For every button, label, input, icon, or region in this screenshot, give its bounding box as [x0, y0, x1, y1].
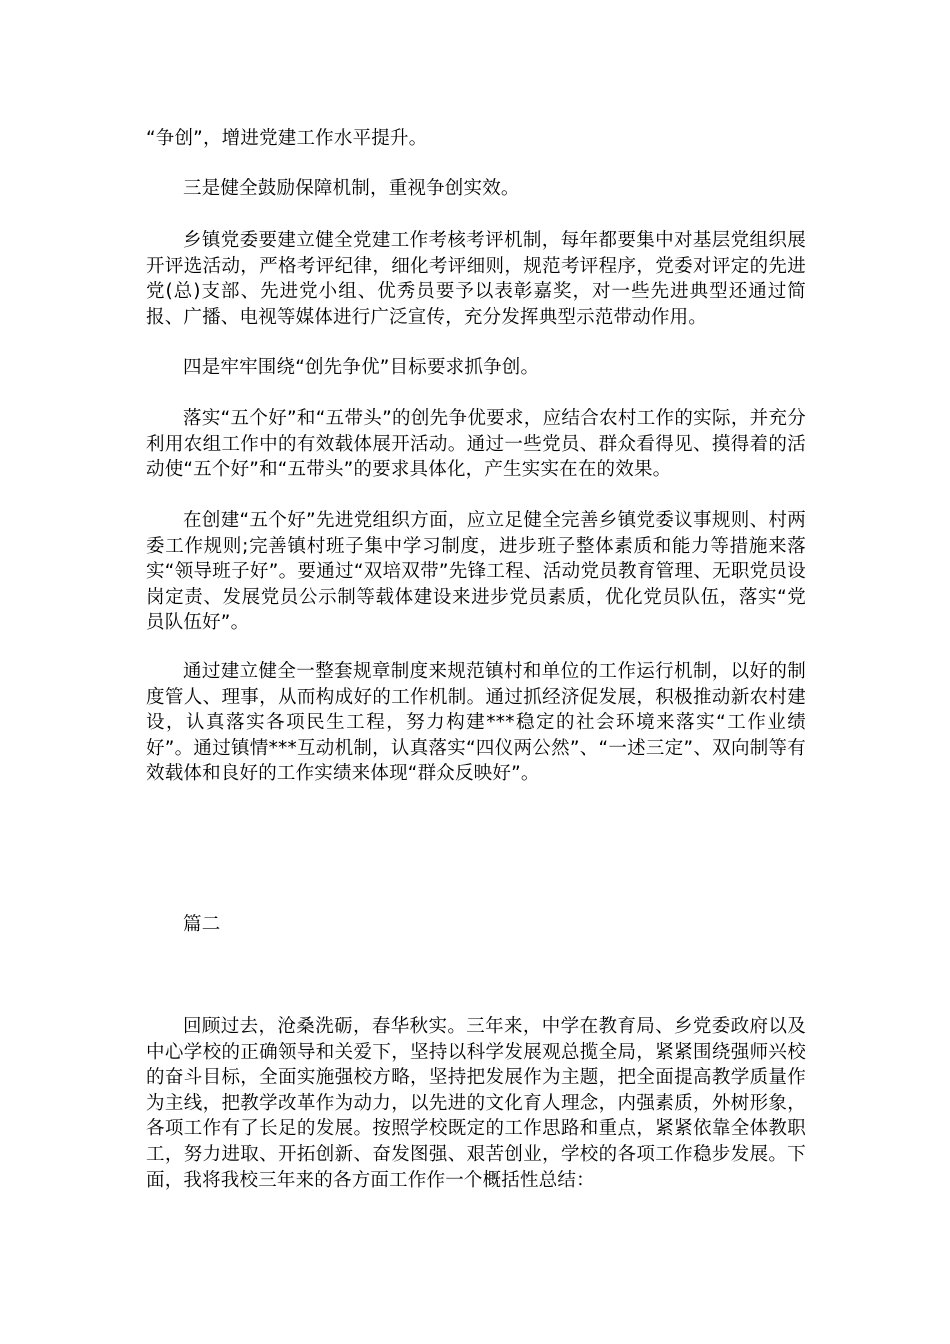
paragraph-work-mechanism: 通过建立健全一整套规章制度来规范镇村和单位的工作运行机制，以好的制度管人、理事，从而构成好的工作机制。通过抓经济促发展，积极推动新农村建设，认真落实各项民生工程，努力构建***稳定的社会环境来落实“工作业绩好”。通过镇情***互动机制，认真落实“四仪两公然”、“一述三定”、双向制等有效载体和良好的工作实绩来体现“群众反映好”。 [146, 661, 806, 785]
paragraph-continuation: “争创”，增进党建工作水平提升。 [146, 128, 428, 149]
paragraph-school-summary: 回顾过去，沧桑洗砺，春华秋实。三年来，中学在教育局、乡党委政府以及中心学校的正确领导和关爱下，坚持以科学发展观总揽全局，紧紧围绕强师兴校的奋斗目标，全面实施强校方略，坚持把发展作为主题，把全面提高教学质量作为主线，把教学改革作为动力，以先进的文化育人理念，内强素质，外树形象，各项工作有了长足的发展。按照学校既定的工作思路和重点，紧紧依靠全体教职工，努力进取、开拓创新、奋发图强、艰苦创业，学校的各项工作稳步发展。下面，我将我校三年来的各方面工作作一个概括性总结： [146, 1016, 806, 1191]
paragraph-party-organization: 在创建“五个好”先进党组织方面，应立足健全完善乡镇党委议事规则、村两委工作规则;完善镇村班子集中学习制度，进步班子整体素质和能力等措施来落实“领导班子好”。要通过“双培双带”先锋工程、活动党员教育管理、无职党员设岗定责、发展党员公示制等载体建设来进步党员素质，优化党员队伍，落实“党员队伍好”。 [146, 510, 806, 634]
heading-fourth-point: 四是牢牢围绕“创先争优”目标要求抓争创。 [183, 357, 540, 378]
paragraph-five-goods: 落实“五个好”和“五带头”的创先争优要求，应结合农村工作的实际，并充分利用农组工作中的有效载体展开活动。通过一些党员、群众看得见、摸得着的活动使“五个好”和“五带头”的要求具体化，产生实实在在的效果。 [146, 408, 806, 481]
heading-third-point: 三是健全鼓励保障机制，重视争创实效。 [183, 178, 520, 199]
section-heading: 篇二 [183, 914, 221, 935]
paragraph-evaluation-mechanism: 乡镇党委要建立健全党建工作考核考评机制，每年都要集中对基层党组织展开评选活动，严格考评纪律，细化考评细则，规范考评程序，党委对评定的先进党(总)支部、先进党小组、优秀员要予以表彰嘉奖，对一些先进典型还通过简报、广播、电视等媒体进行广泛宣传，充分发挥典型示范带动作用。 [146, 230, 806, 328]
